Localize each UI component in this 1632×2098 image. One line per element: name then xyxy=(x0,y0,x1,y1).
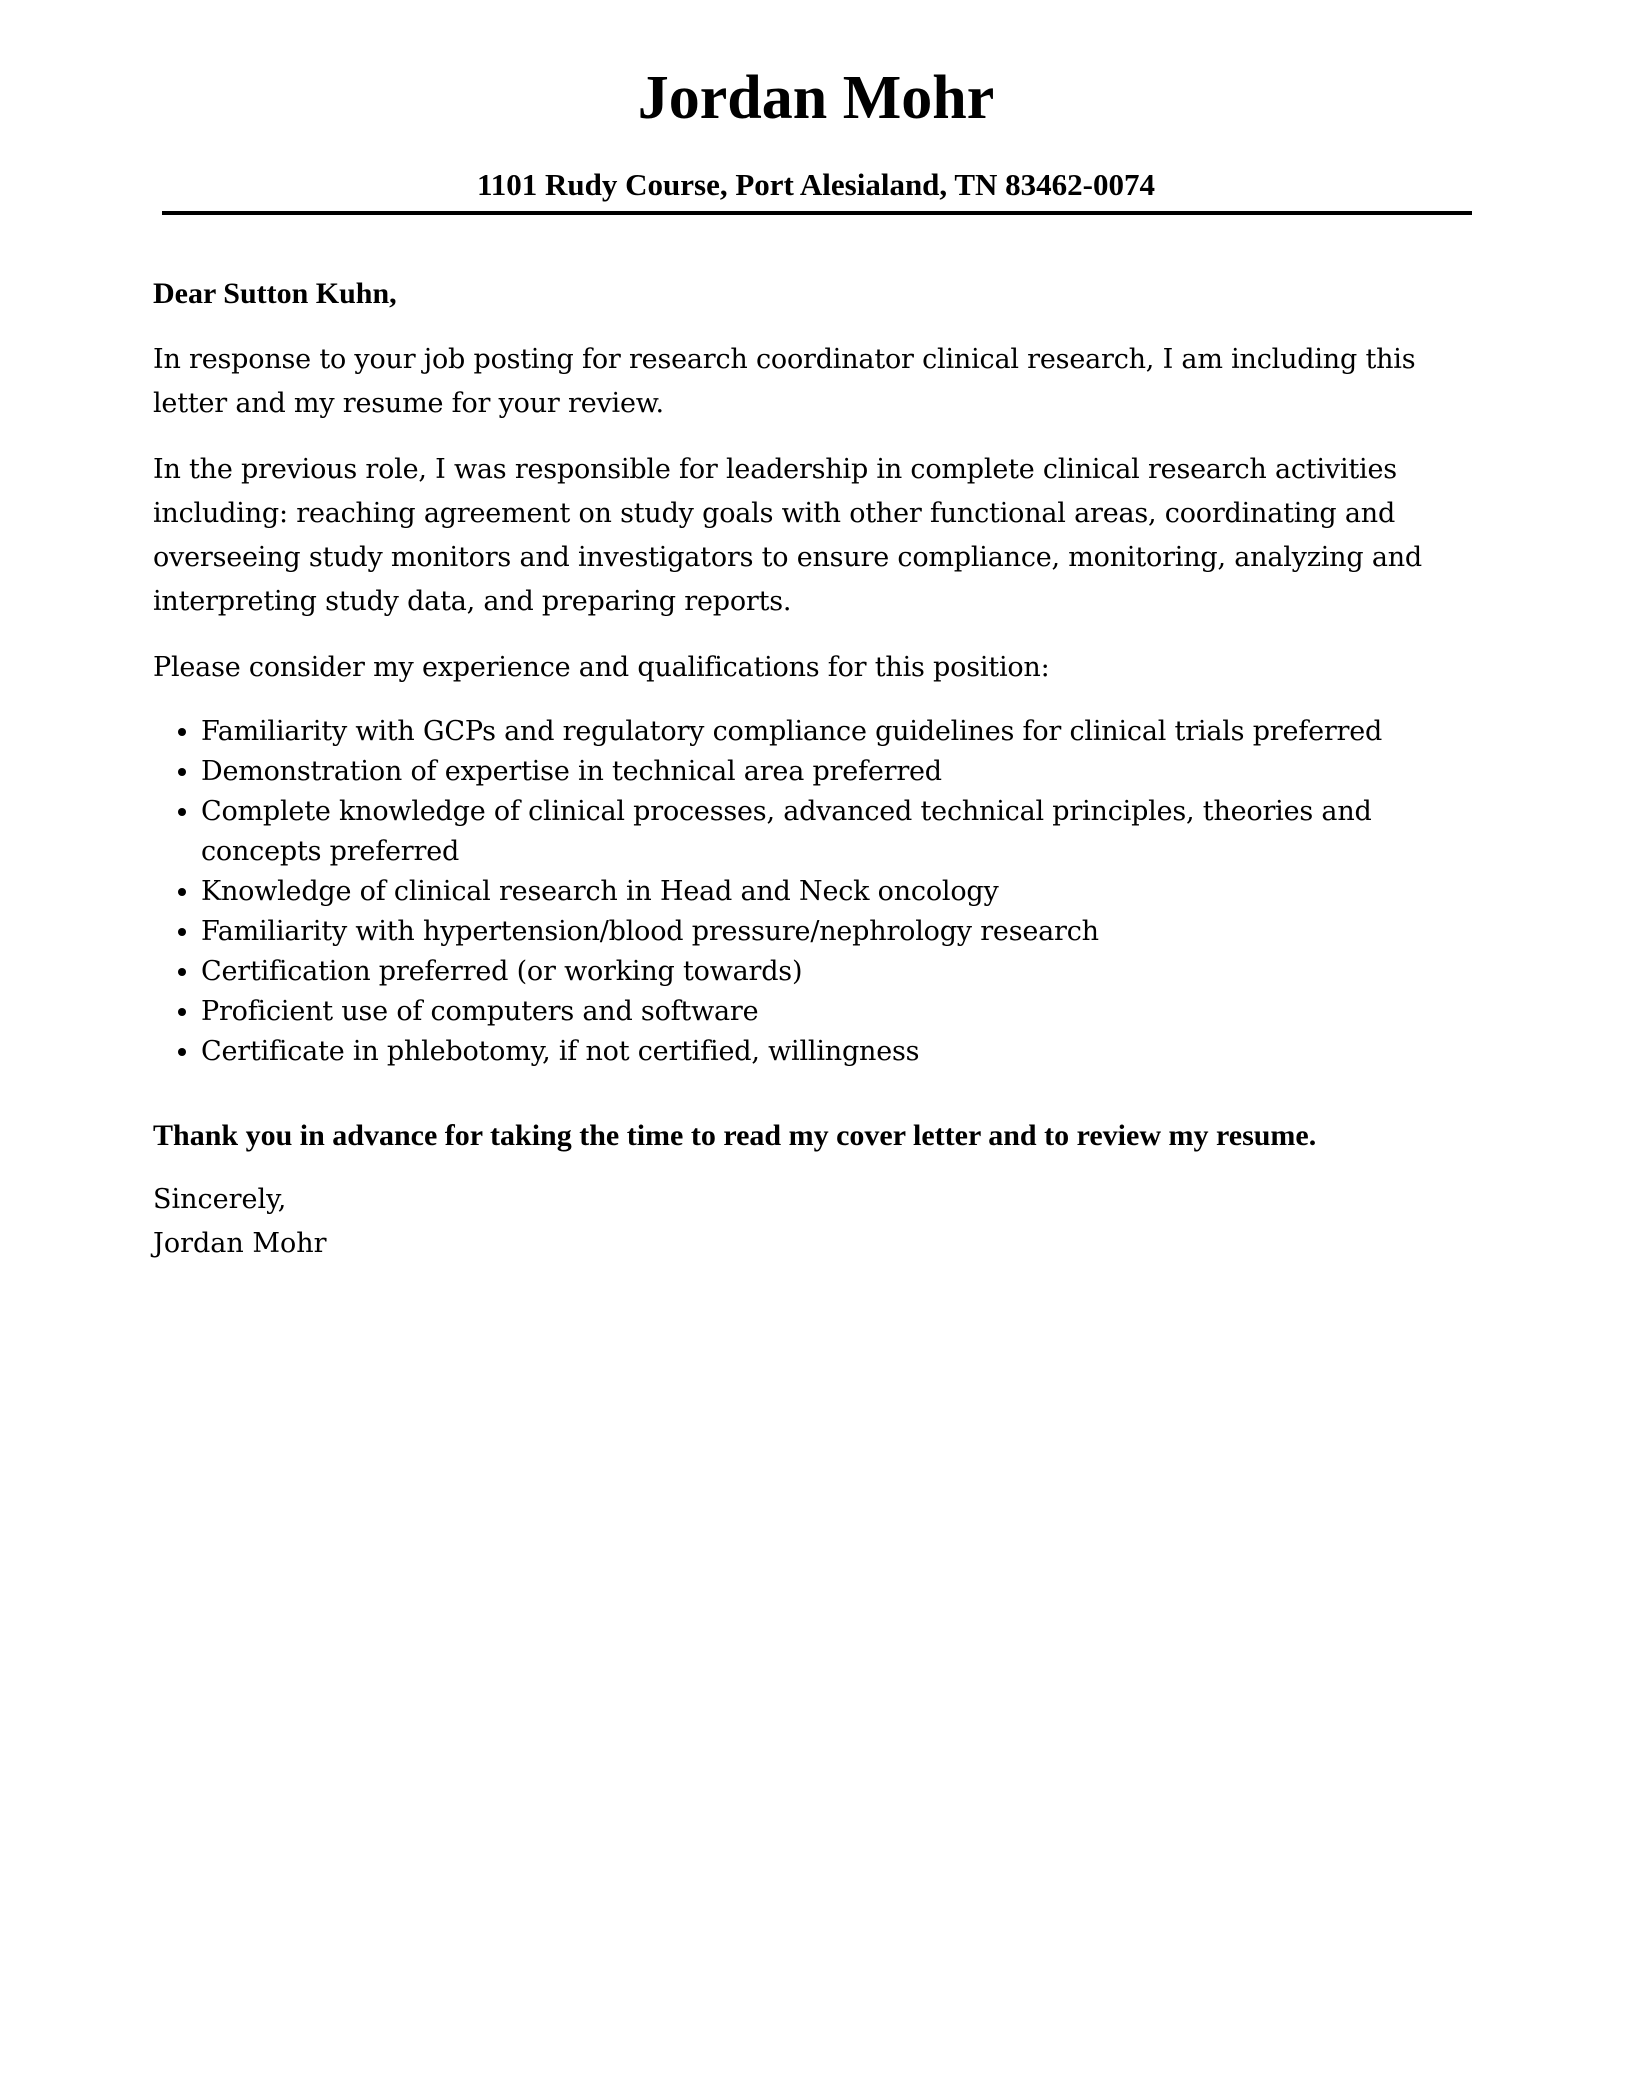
closing-statement: Thank you in advance for taking the time to read my cover letter and to review my resume. xyxy=(153,1119,1317,1152)
list-item: • Certificate in phlebotomy, if not certified, willingness xyxy=(201,1032,1493,1072)
applicant-address: 1101 Rudy Course, Port Alesialand, TN 83462-0074 xyxy=(476,167,1156,202)
list-item: • Certification preferred (or working towards) xyxy=(201,952,1493,992)
qualifications-list xyxy=(153,712,1493,1072)
signoff: Sincerely, xyxy=(153,1184,287,1215)
paragraph-consider: Please consider my experience and qualifications for this position: xyxy=(153,652,1050,683)
list-item: • Complete knowledge of clinical processes, advanced technical principles, theories and concepts preferred xyxy=(201,792,1493,872)
list-item: • Demonstration of expertise in technical area preferred xyxy=(201,752,1493,792)
paragraph-previous-role: In the previous role, I was responsible for leadership in complete clinical research activities including: reaching agreement on study goals with other functional areas, coordinating and overseeing study monitors and investigators to ensure compliance, monitoring, analyzing and interpreting study data, and preparing reports. xyxy=(153,454,1423,617)
signature-name: Jordan Mohr xyxy=(153,1228,327,1259)
salutation: Dear Sutton Kuhn, xyxy=(153,277,397,310)
paragraph-intro: In response to your job posting for research coordinator clinical research, I am including this letter and my resume for your review. xyxy=(153,344,1416,419)
letter-body xyxy=(153,274,1493,1266)
list-item: • Proficient use of computers and software xyxy=(201,992,1493,1032)
list-item: • Knowledge of clinical research in Head and Neck oncology xyxy=(201,872,1493,912)
applicant-name: Jordan Mohr xyxy=(637,64,995,132)
list-item: • Familiarity with GCPs and regulatory compliance guidelines for clinical trials preferred xyxy=(201,712,1493,752)
header-divider xyxy=(162,211,1472,215)
list-item: • Familiarity with hypertension/blood pressure/nephrology research xyxy=(201,912,1493,952)
